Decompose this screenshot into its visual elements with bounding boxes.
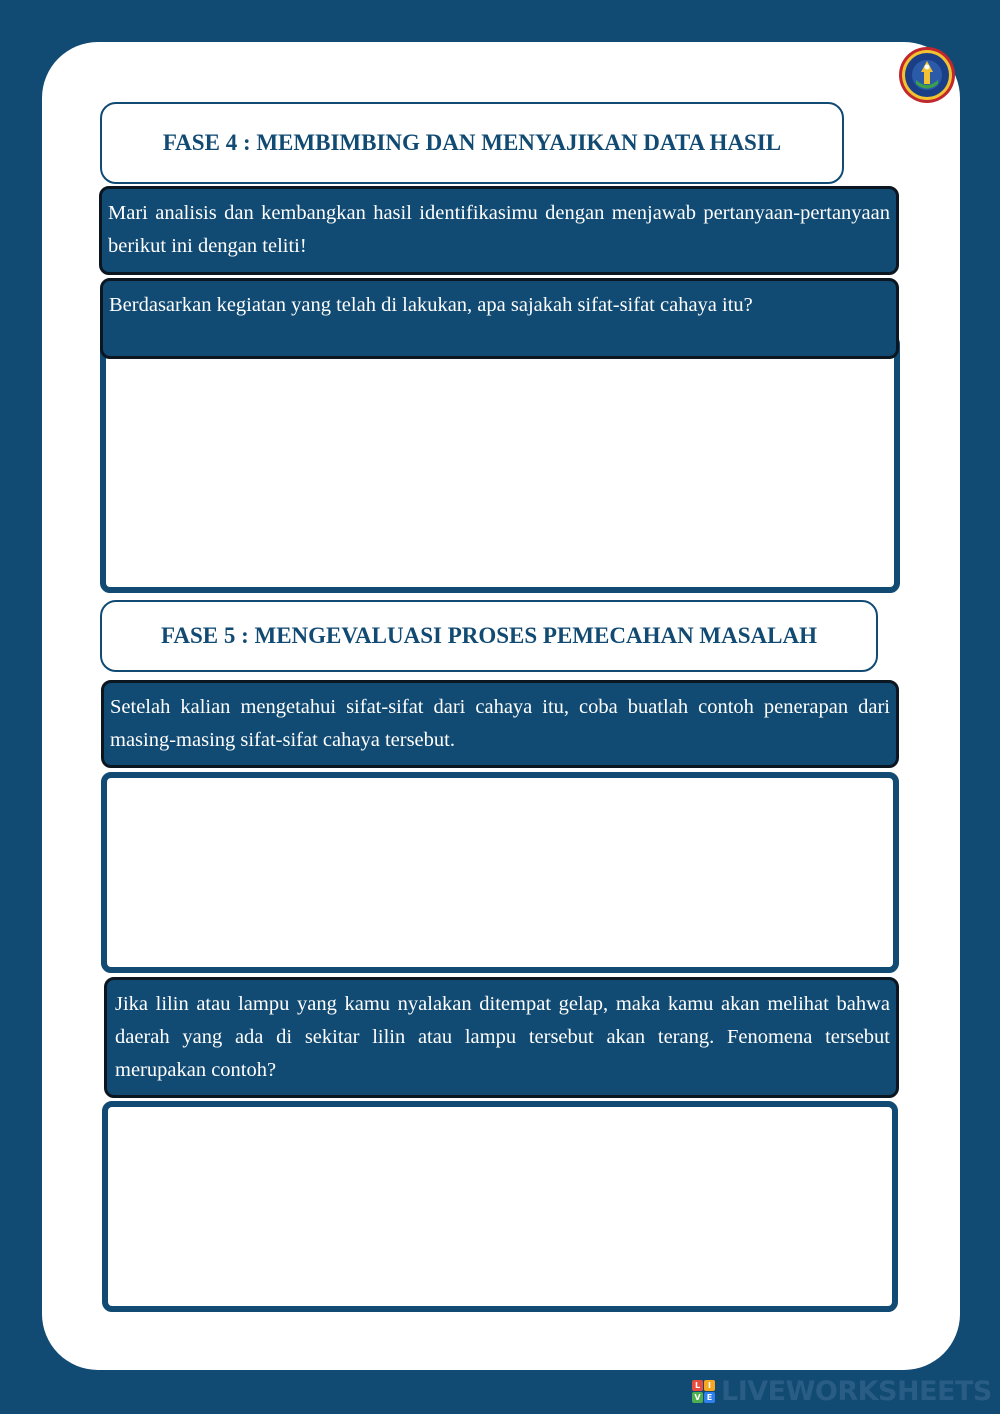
question-2-prompt — [104, 977, 899, 1098]
answer-box-3[interactable] — [102, 1101, 898, 1312]
grid-letter-v: V — [692, 1392, 703, 1403]
question-1-text: Berdasarkan kegiatan yang telah di lakukan, apa sajakah sifat-sifat cahaya itu? — [109, 294, 753, 316]
liveworksheets-logo — [692, 1375, 992, 1407]
phase-4-title-text: FASE 4 : MEMBIMBING DAN MENYAJIKAN DATA HASIL — [162, 130, 782, 155]
question-1-prompt — [100, 278, 899, 359]
phase-5-intro — [101, 680, 899, 768]
phase-4-intro — [99, 186, 899, 275]
grid-letter-i: I — [704, 1380, 715, 1391]
question-2-text: Jika lilin atau lampu yang kamu nyalakan ditempat gelap, maka kamu akan melihat bahwa daerah yang ada di sekitar lilin atau lampu tersebut akan terang. Fenomena tersebut merupakan contoh? — [115, 993, 890, 1081]
liveworksheets-grid-icon — [692, 1380, 715, 1403]
answer-box-2[interactable] — [101, 772, 899, 973]
phase-5-title-text: FASE 5 : MENGEVALUASI PROSES PEMECAHAN MASALAH — [161, 623, 817, 648]
grid-letter-e: E — [704, 1392, 715, 1403]
phase-4-intro-text: Mari analisis dan kembangkan hasil identifikasimu dengan menjawab pertanyaan-pertanyaan berikut ini dengan teliti! — [108, 202, 890, 257]
grid-letter-l: L — [692, 1380, 703, 1391]
phase-5-title — [100, 600, 878, 672]
phase-4-title — [100, 102, 844, 184]
university-seal-icon — [898, 46, 956, 104]
phase-5-intro-text: Setelah kalian mengetahui sifat-sifat dari cahaya itu, coba buatlah contoh penerapan dari masing-masing sifat-sifat cahaya tersebut. — [110, 696, 890, 751]
liveworksheets-brand-text: LIVEWORKSHEETS — [721, 1375, 992, 1407]
answer-box-1[interactable] — [100, 334, 900, 593]
